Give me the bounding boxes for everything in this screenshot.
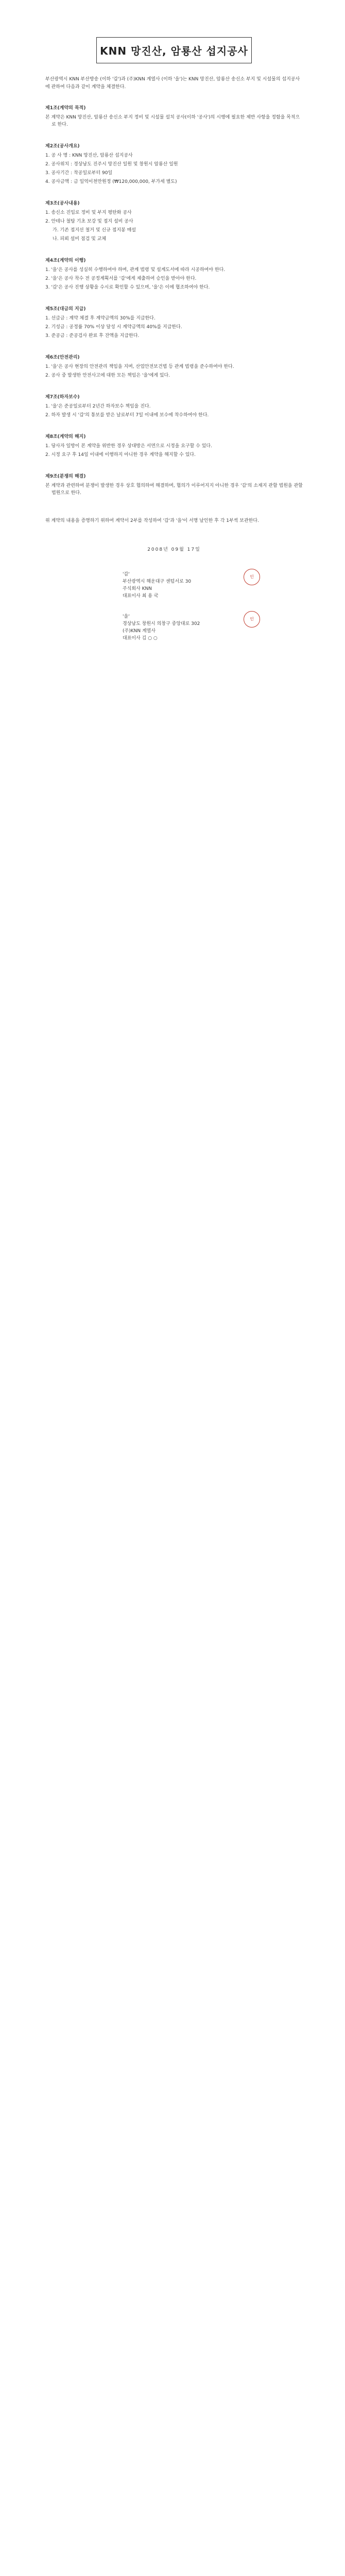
article-clause: 1. 선급금 : 계약 체결 후 계약금액의 30%를 지급한다. <box>45 316 156 321</box>
party-company: 주식회사 KNN <box>123 586 152 591</box>
article-section <box>45 105 303 128</box>
party-rep: 대표이사 최 용 국 <box>123 594 159 599</box>
document-title: KNN 망진산, 암룡산 섭지공사 <box>96 37 252 63</box>
article-clause: 1. 공 사 명 : KNN 망진산, 암룡산 섭지공사 <box>45 153 133 158</box>
article-clause: 2. '을'은 공사 착수 전 공정계획서를 '갑'에게 제출하여 승인을 받아야 한다. <box>45 276 197 281</box>
article-title: 제7조(하자보수) <box>45 395 80 400</box>
article-subclause: 가. 기존 접지선 철거 및 신규 접지봉 매설 <box>53 228 136 233</box>
article-title: 제1조(계약의 목적) <box>45 106 86 111</box>
article-section <box>45 473 303 497</box>
article-section <box>45 306 303 340</box>
article-clause: 1. '을'은 준공일로부터 2년간 하자보수 책임을 진다. <box>45 404 151 409</box>
contract-document <box>45 37 303 655</box>
article-clause: 2. 안테나 철탑 기초 보강 및 접지 설비 공사 <box>45 219 133 224</box>
article-clause: 2. 하자 발생 시 '갑'의 통보를 받은 날로부터 7일 이내에 보수에 착수하여야 한다. <box>45 413 209 418</box>
article-clause: 본 계약과 관련하여 분쟁이 발생한 경우 상호 협의하여 해결하며, 협의가 이루어지지 아니한 경우 '갑'의 소재지 관할 법원을 관할 법원으로 한다. <box>45 483 303 496</box>
article-clause: 2. 기성금 : 공정률 70% 이상 달성 시 계약금액의 40%를 지급한다. <box>45 325 182 330</box>
party-rep: 대표이사 김 ○ ○ <box>123 636 158 641</box>
signature-parties <box>45 571 303 642</box>
article-section <box>45 200 303 243</box>
article-title: 제3조(공사내용) <box>45 201 80 206</box>
article-section <box>45 143 303 185</box>
articles-list <box>45 105 303 497</box>
party-role: '갑' <box>123 572 130 577</box>
article-clause: 1. 당사자 일방이 본 계약을 위반한 경우 상대방은 서면으로 시정을 요구할 수 있다. <box>45 444 212 449</box>
party-company: (주)KNN 계열사 <box>123 629 156 634</box>
article-clause: 3. '갑'은 공사 진행 상황을 수시로 확인할 수 있으며, '을'은 이에 협조하여야 한다. <box>45 285 210 290</box>
article-title: 제9조(분쟁의 해결) <box>45 474 86 479</box>
article-section <box>45 433 303 459</box>
article-clause: 2. 시정 요구 후 14일 이내에 이행하지 아니한 경우 계약을 해지할 수 있다. <box>45 452 196 457</box>
article-clause: 1. '을'은 공사를 성실히 수행하여야 하며, 관계 법령 및 설계도서에 따라 시공하여야 한다. <box>45 267 226 273</box>
article-subclause: 나. 피뢰 설비 점검 및 교체 <box>53 236 107 242</box>
party-address: 경상남도 창원시 의창구 중앙대로 302 <box>123 621 200 626</box>
intro-paragraph: 부산광역시 KNN 부산방송 (이하 '갑')과 (주)KNN 계열사 (이하 '을')는 KNN 망진산, 암룡산 송신소 부지 및 시설물의 섭지공사에 관하여 다음과 같이 계약을 체결한다. <box>45 77 300 90</box>
article-title: 제8조(계약의 해지) <box>45 434 86 439</box>
article-clause: 1. '을'은 공사 현장의 안전관리 책임을 지며, 산업안전보건법 등 관계 법령을 준수하여야 한다. <box>45 364 234 369</box>
article-section <box>45 354 303 379</box>
article-title: 제2조(공사개요) <box>45 144 80 149</box>
article-clause: 1. 송신소 진입로 정비 및 부지 평탄화 공사 <box>45 210 132 215</box>
party-role: '을' <box>123 614 130 619</box>
party-address: 부산광역시 해운대구 센텀서로 30 <box>123 579 192 584</box>
article-clause: 3. 준공금 : 준공검사 완료 후 잔액을 지급한다. <box>45 333 140 338</box>
article-clause: 2. 공사 중 발생한 안전사고에 대한 모든 책임은 '을'에게 있다. <box>45 373 170 378</box>
article-title: 제4조(계약의 이행) <box>45 258 86 263</box>
article-clause: 2. 공사위치 : 경상남도 진주시 망진산 일원 및 창원시 암룡산 일원 <box>45 162 178 167</box>
article-clause: 3. 공사기간 : 착공일로부터 90일 <box>45 171 113 176</box>
party-block <box>123 571 303 600</box>
article-section <box>45 394 303 419</box>
article-clause: 본 계약은 KNN 망진산, 암룡산 송신소 부지 정비 및 시설물 설치 공사(이하 '공사')의 시행에 필요한 제반 사항을 정함을 목적으로 한다. <box>45 115 300 127</box>
party-block <box>123 613 303 642</box>
article-title: 제5조(대금의 지급) <box>45 307 86 312</box>
seal-stamp-icon: 인 <box>244 611 260 628</box>
article-clause: 4. 공사금액 : 금 일억이천만원정 (₩120,000,000, 부가세 별도) <box>45 179 177 184</box>
article-section <box>45 257 303 291</box>
article-title: 제6조(안전관리) <box>45 355 80 360</box>
closing-paragraph: 위 계약의 내용을 증명하기 위하여 계약서 2부를 작성하여 '갑'과 '을'이 서명 날인한 후 각 1부씩 보관한다. <box>45 518 259 523</box>
contract-date: 2008년 09월 17일 <box>147 547 201 552</box>
seal-stamp-icon: 인 <box>244 569 260 585</box>
